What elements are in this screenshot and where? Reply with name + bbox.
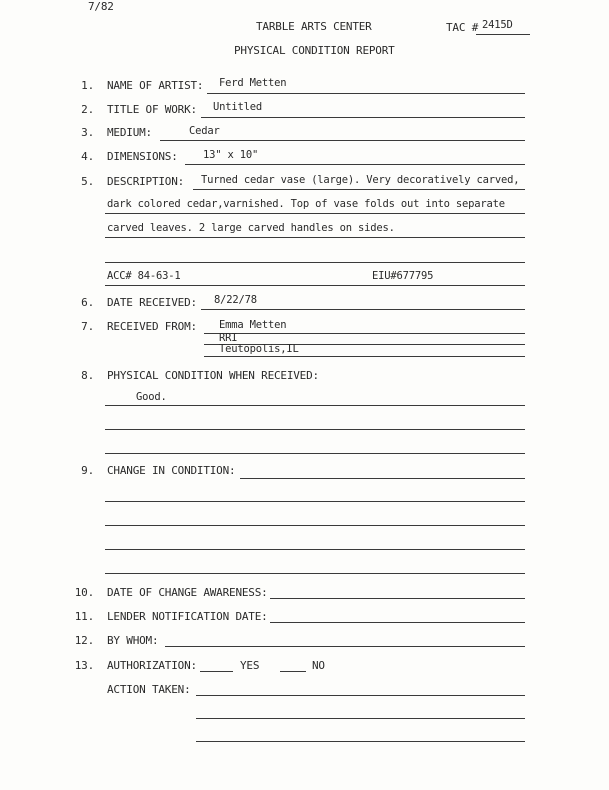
tac-rule [476,34,530,35]
description-rule-2 [105,213,525,214]
medium-value: Cedar [189,125,220,137]
change-rule-4 [105,549,525,550]
item-number-11: 11. [74,610,94,623]
title-label: TITLE OF WORK: [107,103,197,116]
date-received-rule [201,309,525,310]
no-blank [280,671,306,672]
item-number-5: 5. [81,175,94,188]
description-rule-3 [105,237,525,238]
medium-rule [160,140,525,141]
tac-label: TAC # [446,21,479,34]
item-number-12: 12. [74,634,94,647]
yes-blank [200,671,233,672]
description-rule-1 [193,189,525,190]
dimensions-rule [185,164,525,165]
item-number-9: 9. [81,464,94,477]
description-label: DESCRIPTION: [107,175,185,188]
date-received-label: DATE RECEIVED: [107,296,197,309]
tac-number: 2415D [482,19,513,31]
no-label: NO [312,659,325,672]
condition-rule-2 [105,429,525,430]
item-number-4: 4. [81,150,94,163]
received-from-rule-3 [204,356,525,357]
condition-rule-3 [105,453,525,454]
date-received-value: 8/22/78 [214,294,257,306]
medium-label: MEDIUM: [107,126,152,139]
lender-notification-label: LENDER NOTIFICATION DATE: [107,610,268,623]
artist-value: Ferd Metten [219,77,287,89]
physical-condition-value: Good. [136,391,167,403]
date-code: 7/82 [88,0,114,13]
acc-number: ACC# 84-63-1 [107,270,181,282]
received-from-line-2: RRI [219,332,238,344]
change-awareness-rule [270,598,525,599]
item-number-1: 1. [81,79,94,92]
received-from-line-3: Teutopolis,IL [219,343,299,355]
condition-rule-1 [105,405,525,406]
item-number-6: 6. [81,296,94,309]
change-rule-3 [105,525,525,526]
change-rule-2 [105,501,525,502]
eiu-number: EIU#677795 [372,270,434,282]
change-label: CHANGE IN CONDITION: [107,464,236,477]
yes-label: YES [240,659,260,672]
received-from-line-1: Emma Metten [219,319,287,331]
acc-rule [105,285,525,286]
dimensions-value: 13" x 10" [203,149,259,161]
received-from-rule-1 [204,333,525,334]
report-title: PHYSICAL CONDITION REPORT [234,44,395,57]
title-rule [201,117,525,118]
physical-condition-label: PHYSICAL CONDITION WHEN RECEIVED: [107,369,319,382]
description-line-2: dark colored cedar,varnished. Top of vase folds out into separate [107,198,505,210]
action-rule-2 [196,718,525,719]
artist-rule [207,93,525,94]
dimensions-label: DIMENSIONS: [107,150,178,163]
change-rule-5 [105,573,525,574]
org-name: TARBLE ARTS CENTER [256,20,372,33]
title-value: Untitled [213,101,262,113]
item-number-3: 3. [81,126,94,139]
received-from-label: RECEIVED FROM: [107,320,197,333]
by-whom-rule [165,646,525,647]
change-awareness-label: DATE OF CHANGE AWARENESS: [107,586,268,599]
change-rule-1 [240,478,525,479]
by-whom-label: BY WHOM: [107,634,159,647]
description-line-1: Turned cedar vase (large). Very decoratively carved, [201,174,520,186]
description-line-3: carved leaves. 2 large carved handles on sides. [107,222,395,234]
lender-notification-rule [270,622,525,623]
action-rule-3 [196,741,525,742]
item-number-8: 8. [81,369,94,382]
item-number-13: 13. [74,659,94,672]
item-number-7: 7. [81,320,94,333]
description-rule-4 [105,262,525,263]
item-number-2: 2. [81,103,94,116]
action-label: ACTION TAKEN: [107,683,191,696]
action-rule-1 [196,695,525,696]
item-number-10: 10. [74,586,94,599]
artist-label: NAME OF ARTIST: [107,79,204,92]
authorization-label: AUTHORIZATION: [107,659,197,672]
